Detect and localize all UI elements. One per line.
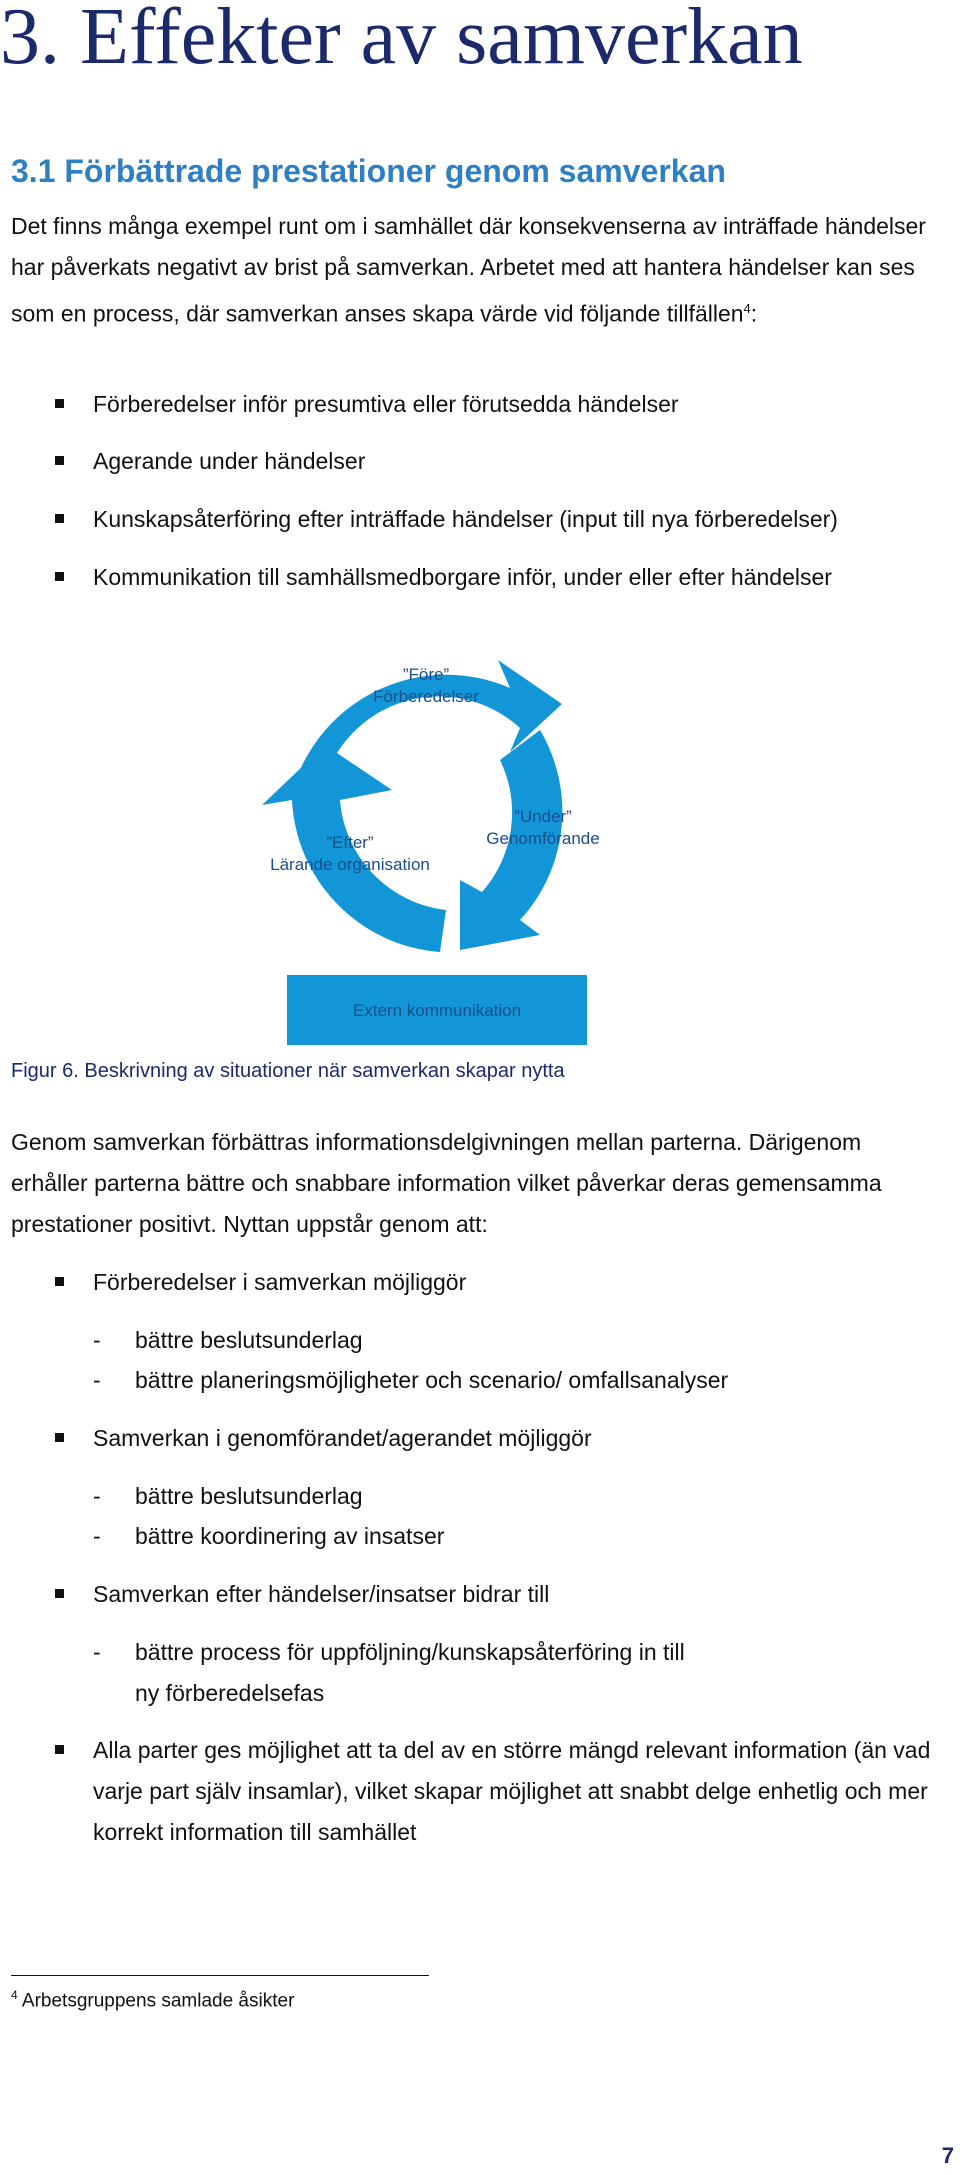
dash-marker: -	[93, 1367, 101, 1393]
list-item-text: Samverkan i genomförandet/agerandet möjliggör	[93, 1425, 592, 1451]
list-item-text: Kunskapsåterföring efter inträffade händelser (input till nya förberedelser)	[93, 506, 838, 532]
sub-list-item-text: bättre planeringsmöjligheter och scenario/ omfallsanalyser	[135, 1367, 729, 1393]
dash-marker: -	[93, 1483, 101, 1509]
footnote-number: 4	[11, 1988, 18, 2002]
chapter-title: 3. Effekter av samverkan	[0, 0, 803, 81]
sub-list-item-text: bättre beslutsunderlag	[135, 1483, 363, 1509]
list-item-text: Förberedelser i samverkan möjliggör	[93, 1269, 467, 1295]
list-item-text: Agerande under händelser	[93, 448, 366, 474]
sub-list-item-text: bättre process för uppföljning/kunskapsåterföring in till ny förberedelsefas	[135, 1639, 685, 1706]
figure-number: Figur 6.	[11, 1060, 79, 1082]
footnote-ref: 4	[743, 301, 751, 316]
list-item-text: Samverkan efter händelser/insatser bidrar till	[93, 1581, 550, 1607]
benefits-paragraph: Genom samverkan förbättras informationsdelgivningen mellan parterna. Därigenom erhåller parterna bättre och snabbare information vilket påverkar deras gemensamma prestationer positivt. Nyttan uppstår genom att:	[11, 1129, 882, 1237]
sub-list-item-text: bättre koordinering av insatser	[135, 1523, 445, 1549]
under-line2: Genomförande	[486, 829, 600, 848]
sub-list-item-text: bättre beslutsunderlag	[135, 1327, 363, 1353]
fore-line2: Förberedelser	[373, 687, 479, 706]
dash-marker: -	[93, 1327, 101, 1353]
figure-caption	[11, 1060, 565, 1083]
external-communication-label: Extern kommunikation	[352, 1001, 522, 1020]
figure-caption-text: Beskrivning av situationer när samverkan skapar nytta	[84, 1060, 565, 1082]
bullet-icon	[55, 1589, 64, 1598]
fore-line1: ”Före”	[402, 665, 450, 684]
bullet-icon	[55, 514, 64, 523]
bullet-icon	[55, 1433, 64, 1442]
under-line1: ”Under”	[514, 807, 572, 826]
list-item-text: Alla parter ges möjlighet att ta del av en större mängd relevant information (än vad varje part själv insamlar), vilket skapar möjlighet att snabbt delge enhetlig och mer korrekt information till samhället	[93, 1737, 931, 1845]
footnote	[11, 1988, 294, 2012]
intro-text: Det finns många exempel runt om i samhället där konsekvenserna av inträffade händelser har påverkats negativt av brist på samverkan. Arbetet med att hantera händelser kan ses som en process, där samverkan anses skapa värde vid följande tillfällen	[11, 213, 926, 327]
bullet-icon	[55, 456, 64, 465]
efter-line2: Lärande organisation	[270, 855, 430, 874]
section-title: 3.1 Förbättrade prestationer genom samverkan	[11, 153, 726, 189]
bullet-icon	[55, 1745, 64, 1754]
intro-paragraph	[11, 206, 951, 335]
dash-marker: -	[93, 1523, 101, 1549]
cycle-diagram	[0, 640, 960, 1050]
bullet-icon	[55, 399, 64, 408]
list-item-text: Förberedelser inför presumtiva eller förutsedda händelser	[93, 391, 679, 417]
page-number: 7	[941, 2143, 954, 2168]
dash-marker: -	[93, 1639, 101, 1665]
footnote-text: Arbetsgruppens samlade åsikter	[21, 1990, 295, 2012]
bullet-icon	[55, 572, 64, 581]
list-item-text: Kommunikation till samhällsmedborgare inför, under eller efter händelser	[93, 564, 832, 590]
intro-colon: :	[750, 300, 758, 327]
footnote-divider	[11, 1975, 429, 1976]
bullet-icon	[55, 1277, 64, 1286]
efter-line1: ”Efter”	[326, 833, 374, 852]
